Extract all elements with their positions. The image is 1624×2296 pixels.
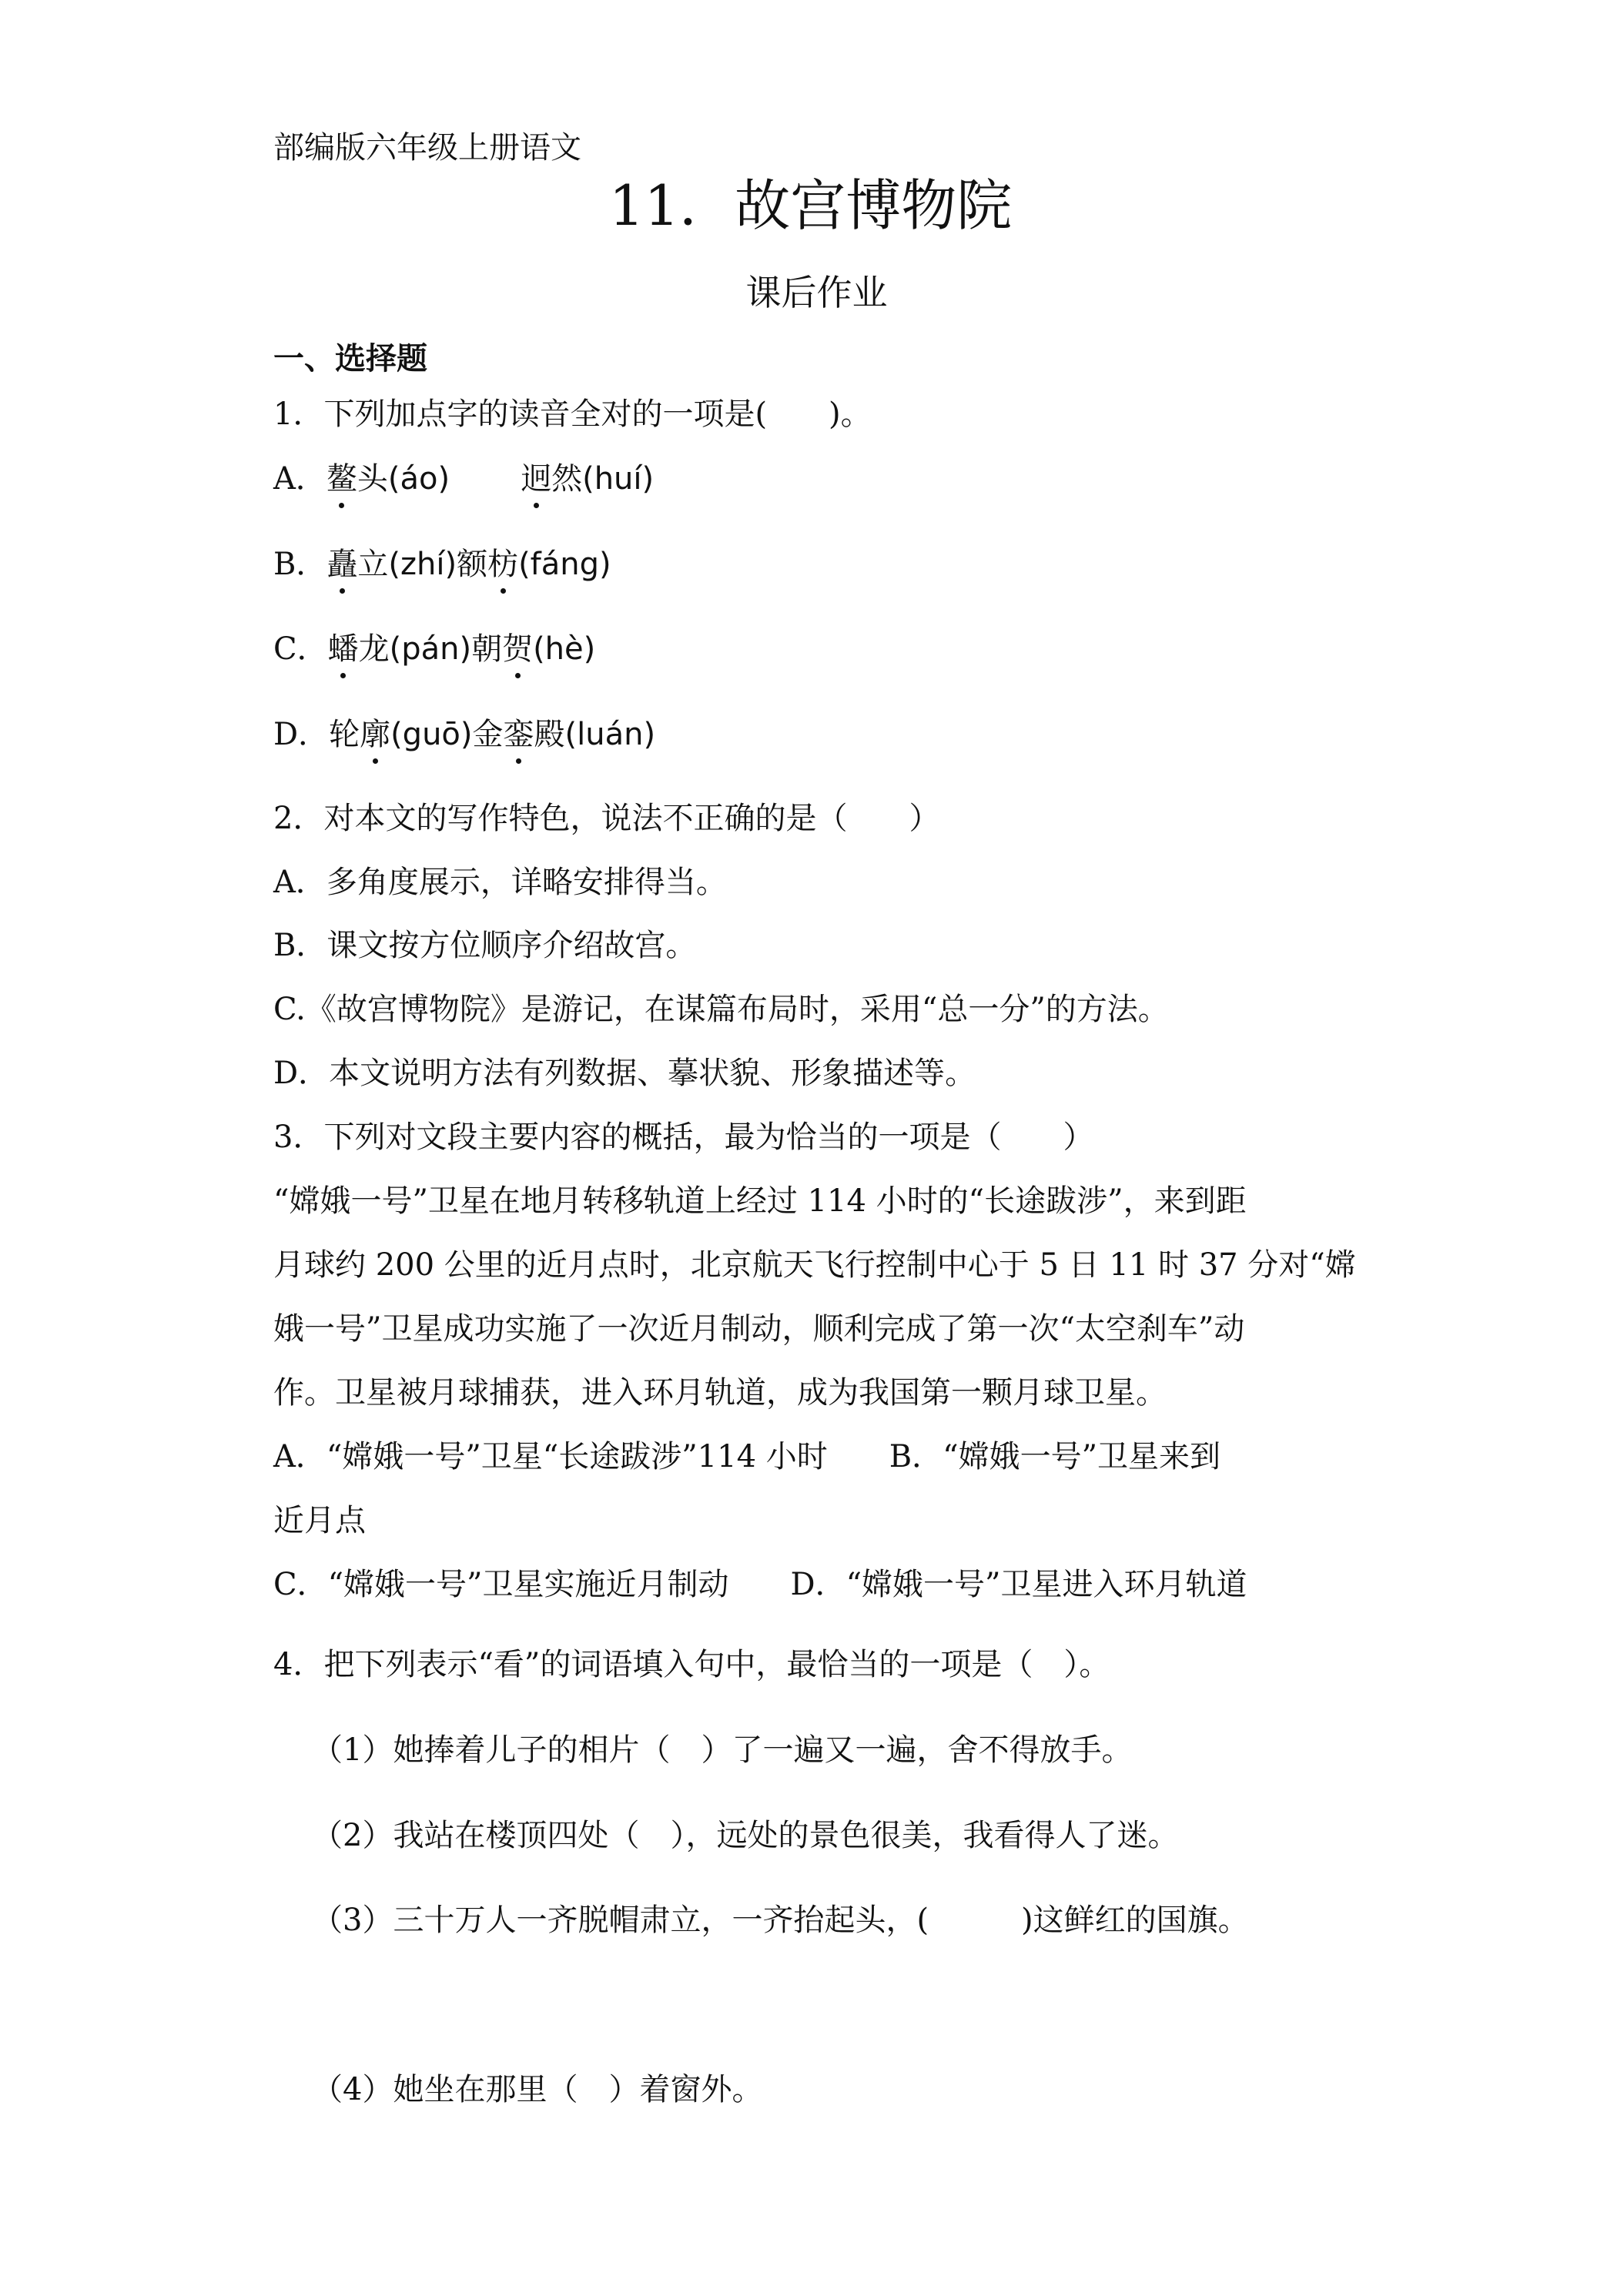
- q2-option-c: C.《故宫博物院》是游记，在谋篇布局时，采用“总一分”的方法。: [273, 992, 1169, 1027]
- q3-passage-line: 作。卫星被月球捕获，进入环月轨道，成为我国第一颗月球卫星。: [273, 1375, 1167, 1411]
- char: 金: [472, 717, 504, 752]
- dotted-char: 蟠: [328, 628, 359, 671]
- q2-option-a: A．多角度展示，详略安排得当。: [273, 865, 727, 900]
- dotted-char: 矗: [326, 543, 357, 586]
- section-heading: 一、选择题: [273, 341, 427, 377]
- q3-passage-line: 月球约 200 公里的近月点时，北京航天飞行控制中心于 5 日 11 时 37 分对“嫦: [273, 1247, 1356, 1283]
- pinyin: (guō): [390, 717, 473, 752]
- page-subtitle-text: 课后作业: [745, 272, 888, 313]
- q3-passage-line: 娥一号”卫星成功实施了一次近月制动，顺利完成了第一次“太空刹车”动: [273, 1311, 1245, 1347]
- option-prefix: D．: [273, 717, 330, 752]
- course-label: 部编版六年级上册语文: [273, 130, 581, 166]
- q3-options-ab: A．“嫦娥一号”卫星“长途跋涉”114 小时 B．“嫦娥一号”卫星来到: [273, 1439, 1221, 1474]
- q4-item: （1）她捧着儿子的相片（ ）了一遍又一遍，舍不得放手。: [312, 1732, 1133, 1768]
- pinyin: (luán): [564, 717, 656, 752]
- q3-options-cd: C．“嫦娥一号”卫星实施近月制动 D．“嫦娥一号”卫星进入环月轨道: [273, 1567, 1247, 1602]
- q2-option-b: B．课文按方位顺序介绍故宫。: [273, 928, 697, 963]
- pinyin: (áo): [387, 461, 450, 497]
- pinyin: (zhí): [388, 547, 457, 582]
- q3-passage-line: “嫦娥一号”卫星在地月转移轨道上经过 114 小时的“长途跋涉”，来到距: [273, 1183, 1247, 1219]
- page-title-text: 11．故宫博物院: [608, 173, 1013, 238]
- q4-stem: 4．把下列表示“看”的词语填入句中，最恰当的一项是（ ）。: [273, 1647, 1110, 1682]
- dotted-char: 銮: [504, 713, 534, 756]
- q4-item: （4）她坐在那里（ ）着窗外。: [312, 2072, 763, 2107]
- page-title: [0, 171, 1624, 240]
- q1-option-a: [273, 457, 654, 500]
- q3-stem: 3．下列对文段主要内容的概括，最为恰当的一项是（ ）: [273, 1120, 1094, 1155]
- char: 头: [357, 461, 388, 497]
- char: 龙: [358, 631, 390, 667]
- char: 然: [551, 461, 583, 497]
- page-subtitle: [0, 269, 1624, 316]
- option-prefix: B．: [273, 547, 327, 582]
- q2-stem: 2．对本文的写作特色，说法不正确的是（ ）: [273, 801, 940, 836]
- pinyin: (hè): [533, 631, 596, 667]
- q4-item: （3）三十万人一齐脱帽肃立，一齐抬起头，( )这鲜红的国旗。: [312, 1903, 1249, 1938]
- char: 立: [357, 547, 389, 582]
- option-prefix: C．: [273, 631, 328, 667]
- dotted-char: 廓: [360, 713, 390, 756]
- q1-stem: 1．下列加点字的读音全对的一项是( )。: [273, 397, 872, 432]
- char: 殿: [534, 717, 565, 752]
- q4-item: （2）我站在楼顶四处（ ），远处的景色很美，我看得人了迷。: [312, 1818, 1179, 1853]
- char: 朝: [471, 631, 503, 667]
- option-prefix: A．: [273, 461, 326, 497]
- dotted-char: 迥: [521, 457, 551, 500]
- q2-option-d: D．本文说明方法有列数据、摹状貌、形象描述等。: [273, 1056, 976, 1091]
- dotted-char: 鳌: [326, 457, 357, 500]
- pinyin: (huí): [582, 461, 655, 497]
- q1-option-b: [273, 543, 611, 586]
- char: 额: [457, 547, 488, 582]
- q1-option-d: [273, 713, 655, 756]
- dotted-char: 贺: [502, 628, 533, 671]
- q1-option-c: [273, 628, 595, 671]
- dotted-char: 枋: [487, 543, 518, 586]
- char: 轮: [329, 717, 360, 752]
- q3-options-ab-cont: 近月点: [273, 1503, 366, 1538]
- pinyin: (fáng): [518, 547, 611, 582]
- pinyin: (pán): [389, 631, 472, 667]
